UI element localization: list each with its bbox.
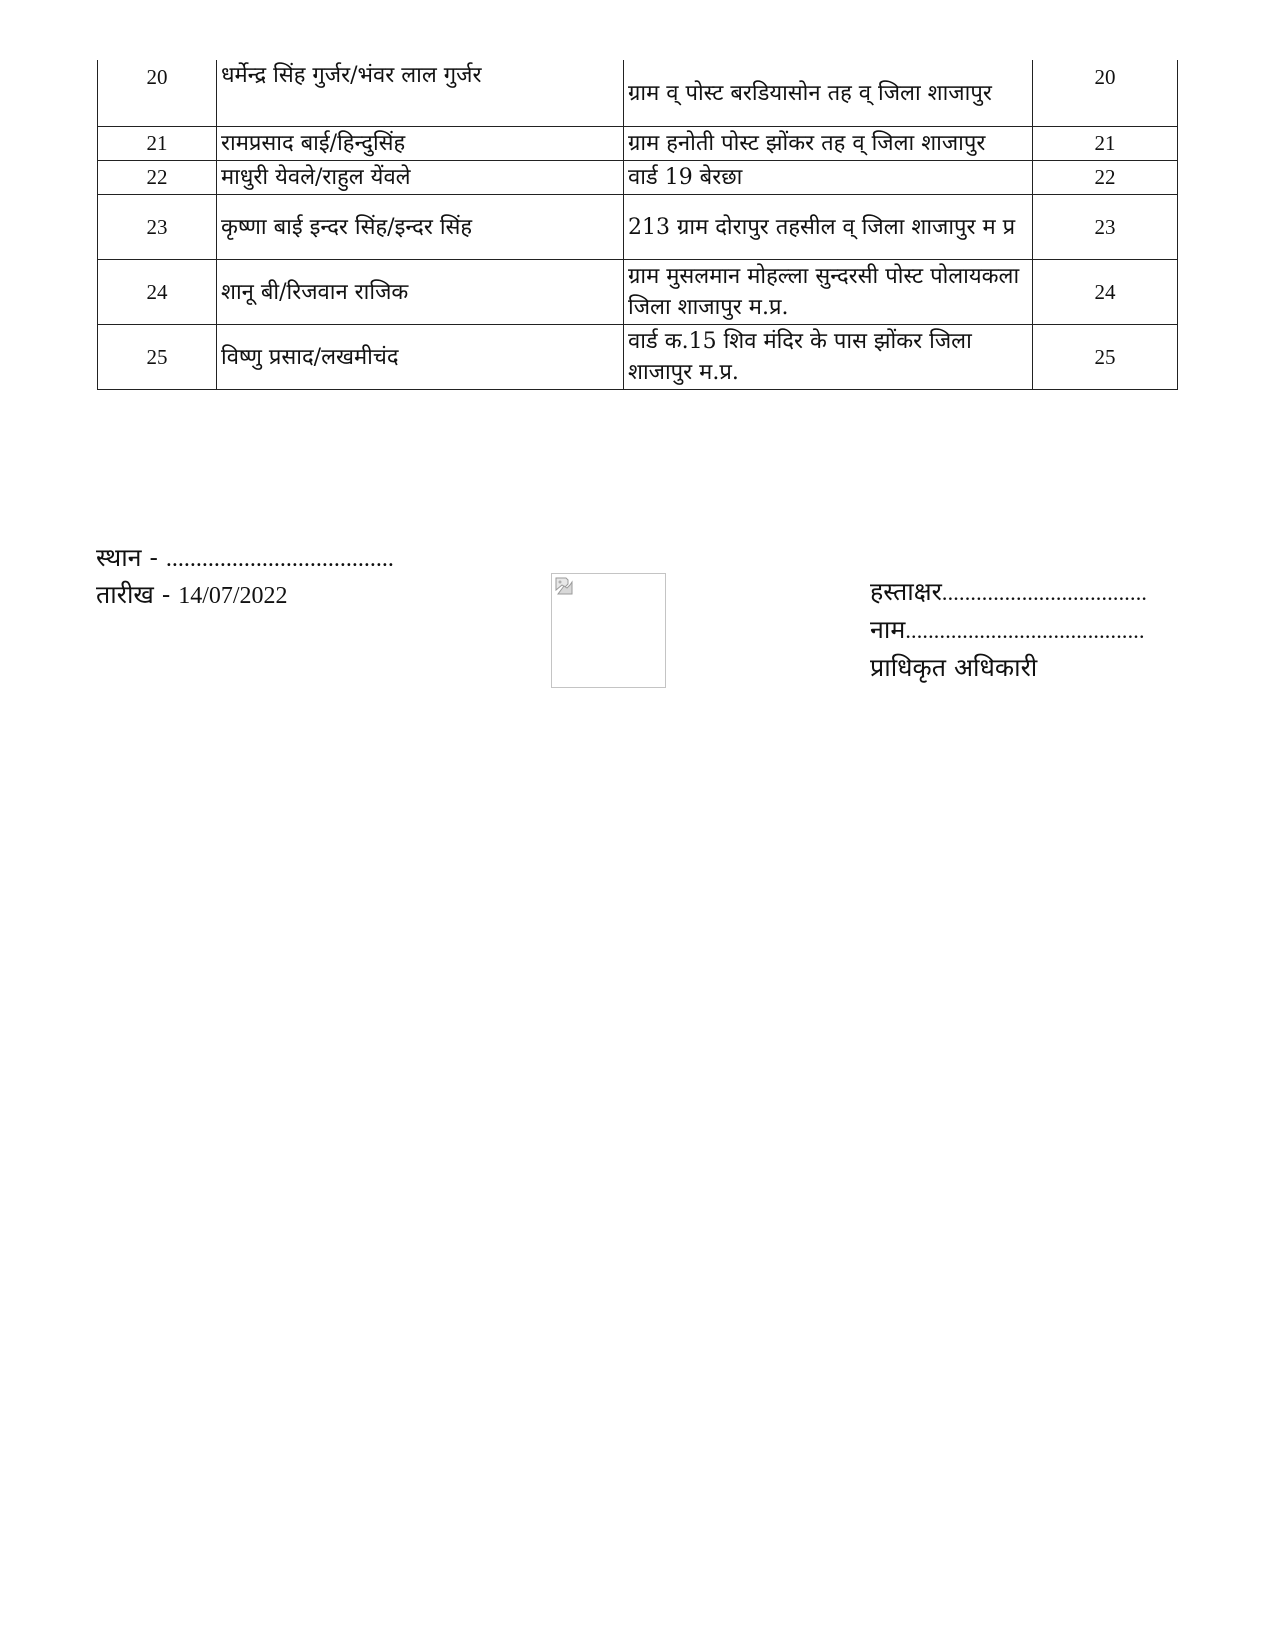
address-cell: ग्राम मुसलमान मोहल्ला सुन्दरसी पोस्ट पोलायकला जिला शाजापुर म.प्र. — [624, 260, 1033, 325]
table-row — [98, 127, 1178, 161]
signature-label: हस्ताक्षर — [870, 577, 942, 606]
number-cell: 24 — [1033, 260, 1178, 325]
name-label: नाम — [870, 615, 906, 644]
table-row — [98, 161, 1178, 195]
number-cell: 22 — [1033, 161, 1178, 195]
address-cell: वार्ड क.15 शिव मंदिर के पास झोंकर जिला शाजापुर म.प्र. — [624, 325, 1033, 390]
name-cell: कृष्णा बाई इन्दर सिंह/इन्दर सिंह — [217, 195, 624, 260]
address-cell: वार्ड 19 बेरछा — [624, 161, 1033, 195]
signature-block — [870, 573, 1147, 686]
seal-image-placeholder — [551, 573, 666, 688]
name-cell: माधुरी येवले/राहुल येंवले — [217, 161, 624, 195]
broken-image-icon — [555, 577, 573, 595]
table-row — [98, 195, 1178, 260]
name-cell: विष्णु प्रसाद/लखमीचंद — [217, 325, 624, 390]
date-label: तारीख - — [96, 580, 179, 609]
table-row — [98, 260, 1178, 325]
table-row — [98, 325, 1178, 390]
serial-number-cell: 20 — [98, 60, 217, 127]
serial-number-cell: 24 — [98, 260, 217, 325]
place-label: स्थान - — [96, 543, 166, 572]
number-cell: 23 — [1033, 195, 1178, 260]
table-row — [98, 60, 1178, 127]
number-cell: 20 — [1033, 60, 1178, 127]
serial-number-cell: 23 — [98, 195, 217, 260]
place-line — [96, 540, 394, 577]
date-value: 14/07/2022 — [178, 583, 288, 609]
officer-title: प्राधिकृत अधिकारी — [870, 653, 1038, 682]
beneficiary-table — [97, 60, 1178, 390]
name-line — [870, 611, 1147, 649]
serial-number-cell: 21 — [98, 127, 217, 161]
serial-number-cell: 22 — [98, 161, 217, 195]
place-value: ...................................... — [165, 546, 394, 572]
name-cell: धर्मेन्द्र सिंह गुर्जर/भंवर लाल गुर्जर — [217, 60, 624, 127]
place-date-block — [96, 540, 394, 614]
signature-line — [870, 573, 1147, 611]
address-cell: ग्राम व् पोस्ट बरडियासोन तह व् जिला शाजापुर — [624, 60, 1033, 127]
number-cell: 21 — [1033, 127, 1178, 161]
signature-dots: .................................... — [941, 580, 1148, 605]
name-cell: शानू बी/रिजवान राजिक — [217, 260, 624, 325]
date-line — [96, 577, 394, 614]
serial-number-cell: 25 — [98, 325, 217, 390]
address-cell: ग्राम हनोती पोस्ट झोंकर तह व् जिला शाजापुर — [624, 127, 1033, 161]
address-cell: 213 ग्राम दोरापुर तहसील व् जिला शाजापुर म प्र — [624, 195, 1033, 260]
number-cell: 25 — [1033, 325, 1178, 390]
name-cell: रामप्रसाद बाई/हिन्दुसिंह — [217, 127, 624, 161]
name-dots: .......................................... — [905, 618, 1145, 643]
